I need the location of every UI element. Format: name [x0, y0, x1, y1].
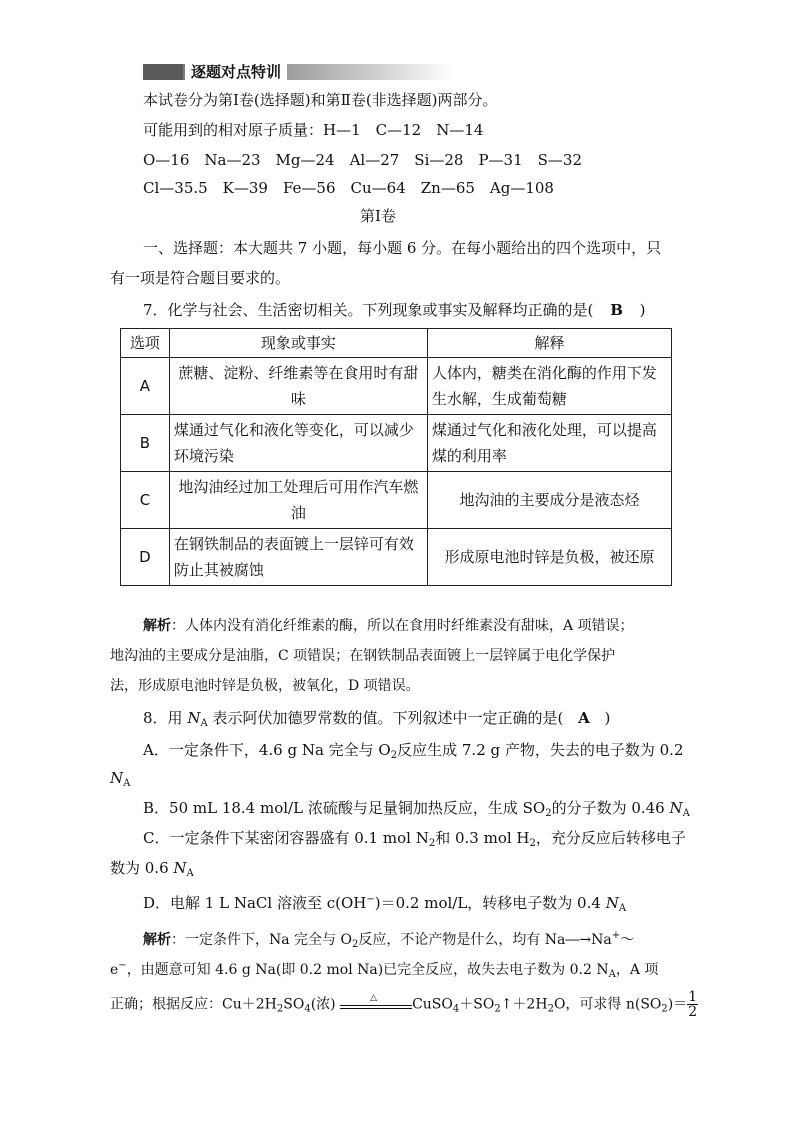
analysis-text: ：一定条件下，Na 完全与 O	[171, 932, 352, 948]
table-header-row	[121, 329, 672, 358]
na-subscript: A	[682, 808, 690, 819]
table-header: 现象或事实	[169, 329, 427, 358]
na-subscript: A	[123, 778, 131, 789]
q8-analysis-line-2	[110, 956, 658, 985]
analysis-text: ＋SO	[459, 996, 495, 1013]
table-cell-fact: 在钢铁制品的表面镀上一层锌可有效防止其被腐蚀	[169, 529, 427, 586]
q8-analysis-line-1	[143, 926, 634, 955]
q7-answer: B	[610, 301, 623, 319]
table-cell-fact: 地沟油经过加工处理后可用作汽车燃油	[169, 472, 427, 529]
intro-line-1: 本试卷分为第Ⅰ卷(选择题)和第Ⅱ卷(非选择题)两部分。	[143, 91, 498, 109]
subscript: 2	[276, 1003, 284, 1015]
analysis-text: e	[110, 962, 119, 978]
q8-option-c-text: C．一定条件下某密闭容器盛有 0.1 mol N	[143, 829, 429, 847]
q8-option-d	[143, 890, 626, 919]
subscript: 2	[351, 939, 359, 950]
superscript: −	[366, 894, 375, 905]
analysis-text: (浓)	[310, 996, 336, 1013]
subscript: 2	[494, 1003, 501, 1015]
analysis-text: SO	[283, 996, 305, 1013]
intro-line-4: Cl—35.5 K—39 Fe—56 Cu—64 Zn—65 Ag—108	[143, 179, 554, 197]
instructions-line-1: 一、选择题：本大题共 7 小题，每小题 6 分。在每小题给出的四个选项中，只	[143, 239, 662, 257]
table-cell-fact: 煤通过气化和液化等变化，可以减少环境污染	[169, 415, 427, 472]
na-symbol: N	[669, 799, 683, 817]
q8-close: )	[604, 709, 611, 727]
superscript: −	[118, 960, 127, 971]
analysis-label: 解析	[143, 932, 171, 948]
analysis-text: ，由题意可知 4.6 g Na(即 0.2 mol Na)已完全反应，故失去电子数为 0.2 N	[126, 962, 609, 978]
fraction-numerator: 1	[688, 989, 698, 1005]
analysis-label: 解析	[143, 618, 171, 634]
header-label: 逐题对点特训	[185, 62, 287, 82]
q7-stem	[143, 300, 646, 320]
table-cell-explain: 煤通过气化和液化处理，可以提高煤的利用率	[427, 415, 671, 472]
q8-option-c-text-b: 和 0.3 mol H	[435, 829, 530, 847]
subscript: 2	[428, 838, 436, 849]
na-subscript: A	[608, 969, 616, 980]
reaction-arrow	[340, 992, 412, 1009]
analysis-text: ～	[620, 932, 635, 948]
q8-option-c-line-2	[110, 858, 194, 884]
q8-stem-a: 8．用	[143, 709, 188, 727]
table-cell-explain: 地沟油的主要成分是液态烃	[427, 472, 671, 529]
q7-analysis-line-1	[143, 616, 634, 636]
na-symbol: N	[187, 709, 201, 727]
q7-close: )	[639, 301, 646, 319]
subscript: 4	[452, 1003, 460, 1015]
na-symbol: N	[605, 894, 619, 912]
table-cell-option: C	[121, 472, 170, 529]
q8-option-d-text: D．电解 1 L NaCl 溶液至 c(OH	[143, 894, 367, 912]
table-header: 选项	[121, 329, 170, 358]
intro-line-2: 可能用到的相对原子质量：H—1 C—12 N—14	[143, 121, 484, 139]
q8-option-c-text-c: ，充分反应后转移电子	[535, 829, 686, 847]
q7-stem-text: 7．化学与社会、生活密切相关。下列现象或事实及解释均正确的是(	[143, 301, 594, 319]
analysis-text: ↑＋2H	[500, 996, 548, 1013]
table-row	[121, 415, 672, 472]
subscript: 2	[661, 1003, 668, 1015]
section-title: 第Ⅰ卷	[360, 207, 396, 225]
q8-stem-b: 表示阿伏加德罗常数的值。下列叙述中一定正确的是(	[207, 709, 564, 727]
q8-analysis-line-3	[110, 990, 698, 1022]
analysis-text: )＝	[667, 996, 688, 1013]
subscript: 2	[545, 808, 552, 819]
subscript: 4	[304, 1003, 311, 1015]
fraction	[687, 990, 698, 1019]
q8-option-a-text: A．一定条件下，4.6 g Na 完全与 O	[143, 741, 391, 759]
q8-option-b	[143, 798, 690, 824]
q8-option-d-text-b: )＝0.2 mol/L，转移电子数为 0.4	[374, 894, 606, 912]
superscript: +	[611, 930, 621, 941]
analysis-text: CuSO	[412, 996, 453, 1013]
subscript: 2	[529, 838, 536, 849]
q7-analysis-line-2: 地沟油的主要成分是油脂，C 项错误；在钢铁制品表面镀上一层锌属于电化学保护	[110, 648, 616, 664]
na-symbol: N	[110, 769, 124, 787]
table-cell-option: A	[121, 358, 170, 415]
header-dark-block	[143, 64, 183, 80]
table-header: 解释	[427, 329, 671, 358]
table-cell-fact: 蔗糖、淀粉、纤维素等在食用时有甜味	[169, 358, 427, 415]
q8-option-b-text-b: 的分子数为 0.46	[551, 799, 670, 817]
table-cell-option: B	[121, 415, 170, 472]
subscript: 2	[390, 750, 398, 761]
q8-option-a-line-2	[110, 768, 130, 794]
analysis-text: O，可求得 n(SO	[553, 996, 662, 1013]
q8-option-c-line-1	[143, 828, 686, 854]
table-cell-explain: 人体内，糖类在消化酶的作用下发生水解，生成葡萄糖	[427, 358, 671, 415]
q8-stem	[143, 708, 610, 734]
section-header	[143, 64, 453, 80]
table-row	[121, 529, 672, 586]
q8-option-b-text: B．50 mL 18.4 mol/L 浓硫酸与足量铜加热反应，生成 SO	[143, 799, 546, 817]
q7-analysis-line-3: 法，形成原电池时锌是负极，被氧化，D 项错误。	[110, 678, 420, 694]
intro-line-3: O—16 Na—23 Mg—24 Al—27 Si—28 P—31 S—32	[143, 151, 583, 169]
na-subscript: A	[200, 718, 208, 729]
q8-option-a-text-b: 反应生成 7.2 g 产物，失去的电子数为 0.2	[397, 741, 684, 759]
table-row	[121, 358, 672, 415]
table-row	[121, 472, 672, 529]
na-subscript: A	[618, 903, 627, 914]
na-subscript: A	[186, 868, 194, 879]
analysis-text: ：人体内没有消化纤维素的酶，所以在食用时纤维素没有甜味，A 项错误；	[171, 618, 634, 634]
analysis-text: 正确；根据反应：Cu＋2H	[110, 996, 277, 1013]
heat-symbol: △	[370, 992, 377, 1003]
subscript: 2	[547, 1003, 554, 1015]
na-symbol: N	[173, 859, 187, 877]
table-cell-option: D	[121, 529, 170, 586]
instructions-line-2: 有一项是符合题目要求的。	[110, 269, 291, 287]
q8-option-c-text-d: 数为 0.6	[110, 859, 174, 877]
q8-option-a-line-1	[143, 740, 684, 766]
table-cell-explain: 形成原电池时锌是负极，被还原	[427, 529, 671, 586]
analysis-text: 反应，不论产物是什么，均有 Na―→Na	[358, 932, 612, 948]
analysis-text: ，A 项	[615, 962, 659, 978]
q8-answer: A	[578, 709, 590, 727]
q7-table	[120, 328, 672, 586]
fraction-denominator: 2	[688, 1004, 698, 1020]
